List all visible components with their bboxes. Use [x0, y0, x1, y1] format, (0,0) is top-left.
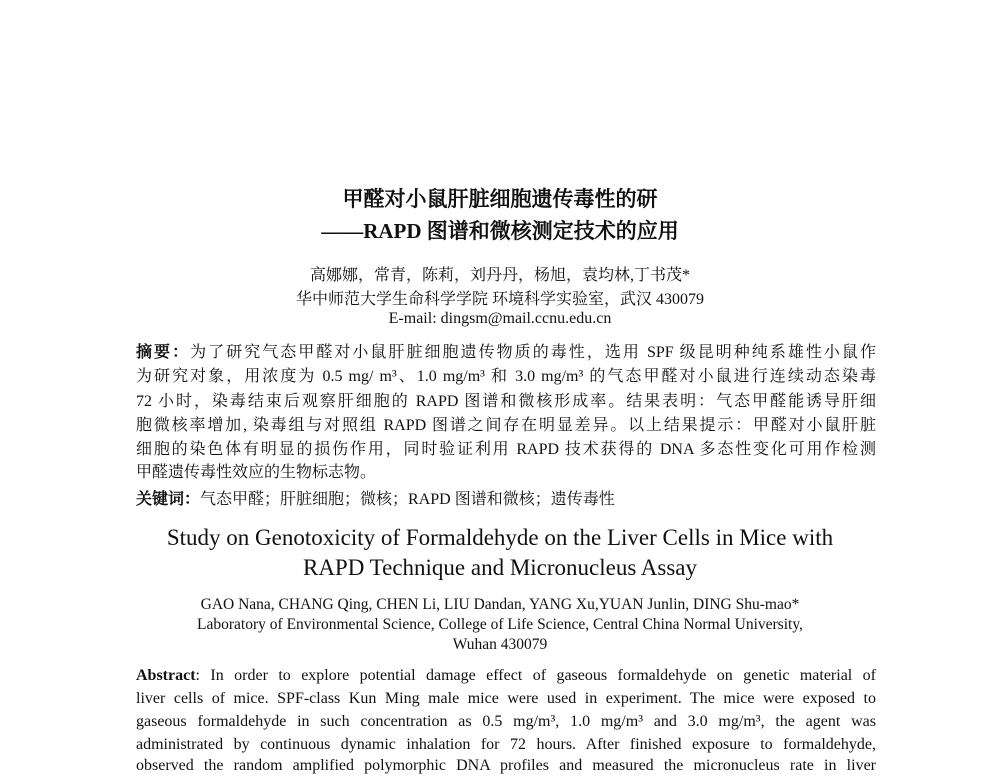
cn-title-line2: ——RAPD 图谱和微核测定技术的应用: [321, 219, 679, 243]
cn-abstract-line: 为研究对象，用浓度为 0.5 mg/ m³、1.0 mg/m³ 和 3.0 mg/m³ 的气态甲醛对小鼠进行连续动态染毒: [136, 368, 876, 385]
cn-authors: 高娜娜，常青，陈莉，刘丹丹，杨旭，袁均林,丁书茂*: [309, 267, 690, 284]
cn-abstract-line: 72 小时，染毒结束后观察肝细胞的 RAPD 图谱和微核形成率。结果表明：气态甲醛能诱导肝细: [136, 393, 876, 410]
en-abstract-line: observed the random amplified polymorphic DNA profiles and measured the micronucleus rate in liver: [136, 757, 876, 774]
cn-email: E-mail: dingsm@mail.ccnu.edu.cn: [388, 310, 612, 327]
en-title-line2: RAPD Technique and Micronucleus Assay: [302, 555, 698, 580]
cn-keywords: 关键词：气态甲醛；肝脏细胞；微核；RAPD 图谱和微核；遗传毒性: [136, 491, 615, 508]
cn-abstract-label: 摘要：: [136, 344, 191, 361]
cn-abstract-line: 胞微核率增加, 染毒组与对照组 RAPD 图谱之间存在明显差异。以上结果提示：甲醛对小鼠肝脏: [136, 417, 876, 434]
en-authors: GAO Nana, CHANG Qing, CHEN Li, LIU Dandan, YANG Xu,YUAN Junlin, DING Shu-mao*: [200, 596, 800, 613]
en-abstract-line: gaseous formaldehyde in such concentration as 0.5 mg/m³, 1.0 mg/m³ and 3.0 mg/m³, the agent was: [136, 713, 876, 730]
cn-affiliation: 华中师范大学生命科学学院 环境科学实验室，武汉 430079: [295, 291, 704, 308]
en-title-line1: Study on Genotoxicity of Formaldehyde on the Liver Cells in Mice with: [166, 525, 834, 550]
cn-abstract-line: 甲醛遗传毒性效应的生物标志物。: [136, 464, 377, 481]
en-affiliation-line2: Wuhan 430079: [452, 636, 548, 653]
en-abstract-line: administrated by continuous dynamic inhalation for 72 hours. After finished exposure to formaldehyde,: [136, 736, 876, 753]
cn-title-line1: 甲醛对小鼠肝脏细胞遗传毒性的研: [342, 187, 658, 211]
cn-abstract-line: 细胞的染色体有明显的损伤作用，同时验证利用 RAPD 技术获得的 DNA 多态性变化可用作检测: [136, 441, 876, 458]
en-abstract-line: Abstract: In order to explore potential damage effect of gaseous formaldehyde on genetic material of: [136, 667, 876, 684]
en-affiliation-line1: Laboratory of Environmental Science, College of Life Science, Central China Normal University,: [197, 616, 803, 633]
en-abstract-label: Abstract: [136, 667, 196, 684]
cn-keywords-label: 关键词：: [136, 491, 201, 508]
cn-abstract-line: 摘要：为了研究气态甲醛对小鼠肝脏细胞遗传物质的毒性，选用 SPF 级昆明种纯系雄性小鼠作: [136, 344, 876, 361]
en-abstract-line: liver cells of mice. SPF-class Kun Ming male mice were used in experiment. The mice were exposed to: [136, 690, 876, 707]
